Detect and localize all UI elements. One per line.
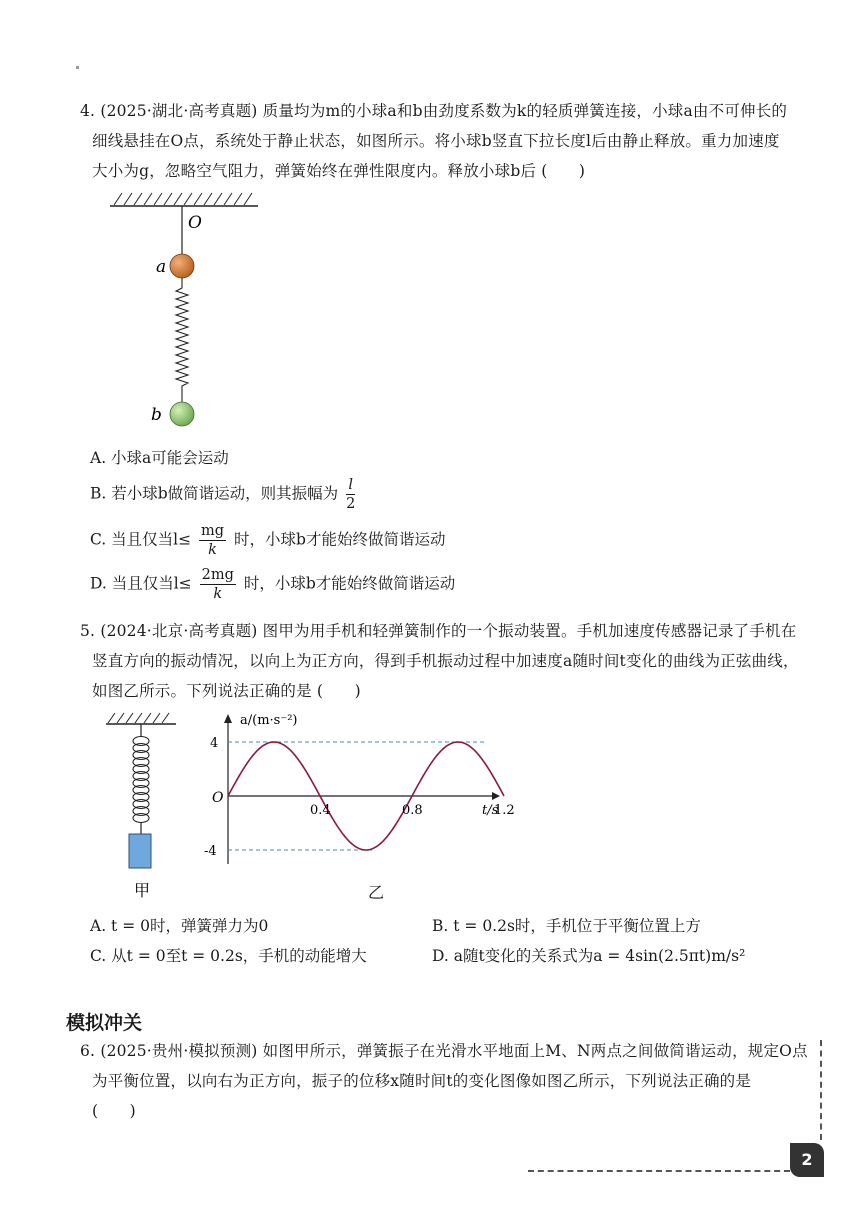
page-number: 2 (790, 1143, 824, 1177)
q4-line-2: 细线悬挂在O点，系统处于静止状态，如图所示。将小球b竖直下拉长度l后由静止释放。重力加速度 (92, 132, 780, 150)
q4-option-b[interactable] (90, 476, 358, 513)
y-tick-label: -4 (204, 844, 217, 859)
y-tick-label: 4 (210, 736, 219, 751)
x-axis-arrow (492, 792, 500, 800)
phone-block (129, 834, 151, 868)
q4-option-d[interactable] (90, 566, 455, 603)
origin-label: O (212, 790, 224, 806)
caption-yi: 乙 (368, 883, 385, 902)
y-axis-label: a/(m·s⁻²) (240, 713, 298, 728)
q6-line-2: 为平衡位置，以向右为正方向，振子的位移x随时间t的变化图像如图乙所示，下列说法正确的是 (92, 1072, 752, 1090)
q4-option-d-tail: 时，小球b才能始终做简谐运动 (243, 574, 456, 593)
ball-b (170, 402, 194, 426)
fraction-l-over-2: $\frac{l}{2}$ (346, 477, 356, 512)
spring-zigzag (176, 278, 188, 402)
q4-option-a[interactable]: A. 小球a可能会运动 (90, 449, 229, 467)
fraction-2mg-over-k: $\frac{2mg}{k}$ (201, 567, 234, 602)
ball-a (170, 254, 194, 278)
q4-line-3: 大小为g，忽略空气阻力，弹簧始终在弹性限度内。释放小球b后 ( ) (92, 162, 586, 180)
q4-label-b: b (151, 405, 162, 425)
q4-option-c-tail: 时，小球b才能始终做简谐运动 (234, 530, 446, 549)
q5-option-a[interactable]: A. t = 0时，弹簧弹力为0 (90, 917, 269, 935)
x-tick-label: 0.4 (310, 803, 331, 818)
coil-spring (133, 737, 149, 823)
x-axis-label: t/s (482, 803, 499, 818)
q4-spring-figure (100, 188, 270, 433)
q6-line-3: ( ) (92, 1102, 136, 1120)
q6-line-1: 6. (2025·贵州·模拟预测) 如图甲所示，弹簧振子在光滑水平地面上M、N两点之间做简谐运动，规定O点 (80, 1042, 808, 1060)
q5-option-b[interactable]: B. t = 0.2s时，手机位于平衡位置上方 (432, 917, 701, 935)
q5-line-2: 竖直方向的振动情况，以向上为正方向，得到手机振动过程中加速度a随时间t变化的曲线为正弦曲线， (92, 652, 799, 670)
page-border-bottom (528, 1170, 790, 1172)
x-tick-label: 1.2 (494, 803, 515, 818)
q5-line-3: 如图乙所示。下列说法正确的是 ( ) (92, 682, 361, 700)
corner-mark (76, 66, 79, 69)
fraction-mg-over-k: $\frac{mg}{k}$ (201, 523, 225, 558)
x-tick-label: 0.8 (402, 803, 423, 818)
caption-jia: 甲 (134, 881, 151, 900)
q5-acceleration-chart (200, 704, 520, 904)
y-axis-arrow (224, 714, 232, 723)
q4-option-b-text: B. 若小球b做简谐运动，则其振幅为 (90, 484, 339, 503)
q4-label-a: a (156, 257, 167, 277)
q5-option-c[interactable]: C. 从t = 0至t = 0.2s，手机的动能增大 (90, 947, 367, 965)
page-border-right (820, 1040, 822, 1140)
q5-phone-spring-figure (100, 708, 190, 908)
q4-option-d-text: D. 当且仅当l≤ (90, 574, 192, 593)
q5-line-1: 5. (2024·北京·高考真题) 图甲为用手机和轻弹簧制作的一个振动装置。手机加速度传感器记录了手机在 (80, 622, 797, 640)
q4-line-1: 4. (2025·湖北·高考真题) 质量均为m的小球a和b由劲度系数为k的轻质弹簧连接，小球a由不可伸长的 (80, 102, 788, 120)
section-title: 模拟冲关 (66, 1012, 143, 1034)
q5-option-d[interactable]: D. a随t变化的关系式为a = 4sin(2.5πt)m/s² (432, 947, 746, 965)
q4-option-c-text: C. 当且仅当l≤ (90, 530, 192, 549)
q4-label-o: O (188, 213, 202, 233)
q4-option-c[interactable] (90, 522, 445, 559)
